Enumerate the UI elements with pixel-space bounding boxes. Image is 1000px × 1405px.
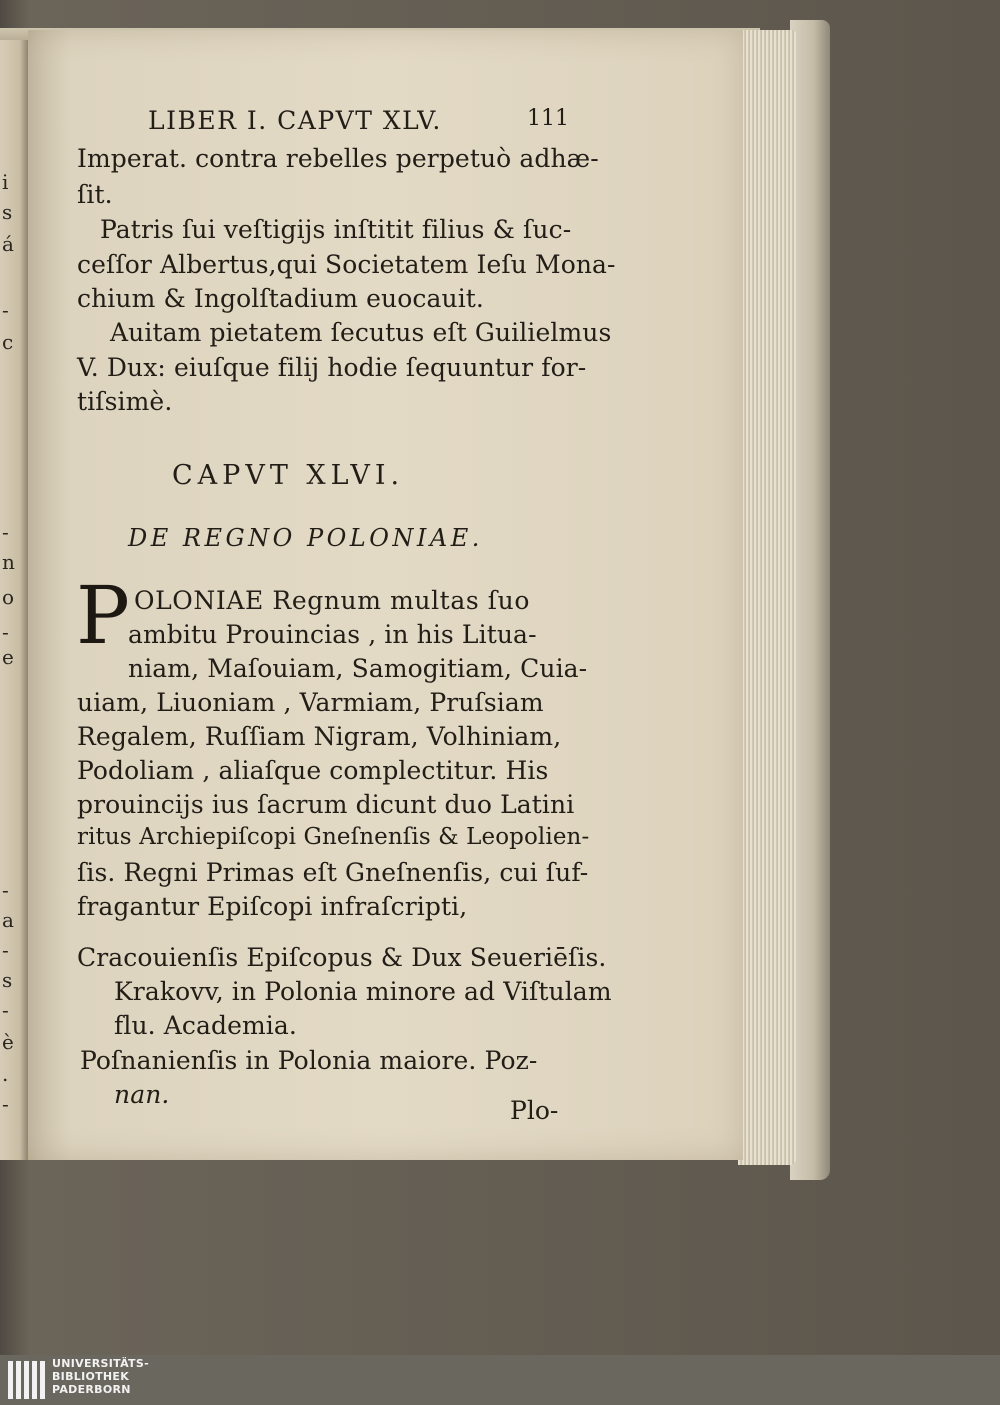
margin-glyph: a xyxy=(2,908,14,932)
text-line: chium & Ingolſtadium euocauit. xyxy=(77,284,484,313)
margin-glyph: e xyxy=(2,645,14,669)
left-page-edge xyxy=(0,40,28,1160)
library-footer xyxy=(0,1355,1000,1405)
margin-glyph: s xyxy=(2,968,13,992)
margin-glyph: - xyxy=(2,878,9,902)
margin-glyph: - xyxy=(2,1092,9,1116)
margin-glyph: s xyxy=(2,200,13,224)
entry-line: Cracouienſis Epiſcopus & Dux Seueriēſis. xyxy=(77,943,607,972)
text-line: ritus Archiepiſcopi Gneſnenſis & Leopolien- xyxy=(77,824,590,850)
chapter-title: CAPVT XLVI. xyxy=(172,460,405,491)
margin-glyph: c xyxy=(2,330,14,354)
library-logo-icon xyxy=(8,1361,46,1399)
entry-line: nan. xyxy=(114,1080,170,1109)
text-line: Podoliam , aliaſque complectitur. His xyxy=(77,756,549,785)
margin-glyph: è xyxy=(2,1030,14,1054)
text-line: prouincijs ius ſacrum dicunt duo Latini xyxy=(77,790,575,819)
book-cover-edge xyxy=(790,20,830,1180)
margin-glyph: n xyxy=(2,550,15,574)
margin-glyph: - xyxy=(2,298,9,322)
margin-glyph: i xyxy=(2,170,9,194)
footer-line: UNIVERSITÄTS- xyxy=(52,1357,149,1370)
text-line: ceſſor Albertus,qui Societatem Ieſu Mona- xyxy=(77,250,616,279)
text-line: ambitu Prouincias , in his Litua- xyxy=(128,620,537,649)
margin-glyph: - xyxy=(2,620,9,644)
margin-glyph: o xyxy=(2,585,15,609)
text-line: V. Dux: eiuſque filij hodie ſequuntur for- xyxy=(77,353,587,382)
margin-glyph: - xyxy=(2,938,9,962)
drop-cap: P xyxy=(76,569,130,662)
text-line: ſis. Regni Primas eſt Gneſnenſis, cui ſuf- xyxy=(77,858,589,887)
text-line: OLONIAE Regnum multas ſuo xyxy=(134,586,531,615)
running-head: LIBER I. CAPVT XLV. xyxy=(148,106,442,135)
entry-line: Poſnanienſis in Polonia maiore. Poz- xyxy=(80,1046,538,1075)
text-line: ſit. xyxy=(77,180,113,209)
text-line: uiam, Liuoniam , Varmiam, Pruſsiam xyxy=(77,688,544,717)
margin-glyph: á xyxy=(2,232,14,256)
entry-line: Krakovv, in Polonia minore ad Viſtulam xyxy=(114,977,612,1006)
text-line: fragantur Epiſcopi infraſcripti, xyxy=(77,892,468,921)
chapter-subtitle: DE REGNO POLONIAE. xyxy=(128,524,483,552)
margin-glyph: - xyxy=(2,998,9,1022)
entry-line: flu. Academia. xyxy=(114,1011,297,1040)
page-stack-edges xyxy=(738,30,796,1165)
text-line: Imperat. contra rebelles perpetuò adhæ- xyxy=(77,144,599,173)
text-line: Regalem, Ruſſiam Nigram, Volhiniam, xyxy=(77,722,562,751)
text-line: Auitam pietatem ſecutus eſt Guilielmus xyxy=(110,318,612,347)
footer-line: PADERBORN xyxy=(52,1383,131,1396)
margin-glyph: . xyxy=(2,1062,9,1086)
footer-line: BIBLIOTHEK xyxy=(52,1370,130,1383)
text-line: tiſsimè. xyxy=(77,387,173,416)
catchword: Plo- xyxy=(510,1096,559,1125)
text-line: niam, Maſouiam, Samogitiam, Cuia- xyxy=(128,654,588,683)
page-number: 111 xyxy=(527,106,569,131)
text-line: Patris ſui veſtigijs inſtitit filius & ſuc- xyxy=(100,215,572,244)
margin-glyph: - xyxy=(2,520,9,544)
